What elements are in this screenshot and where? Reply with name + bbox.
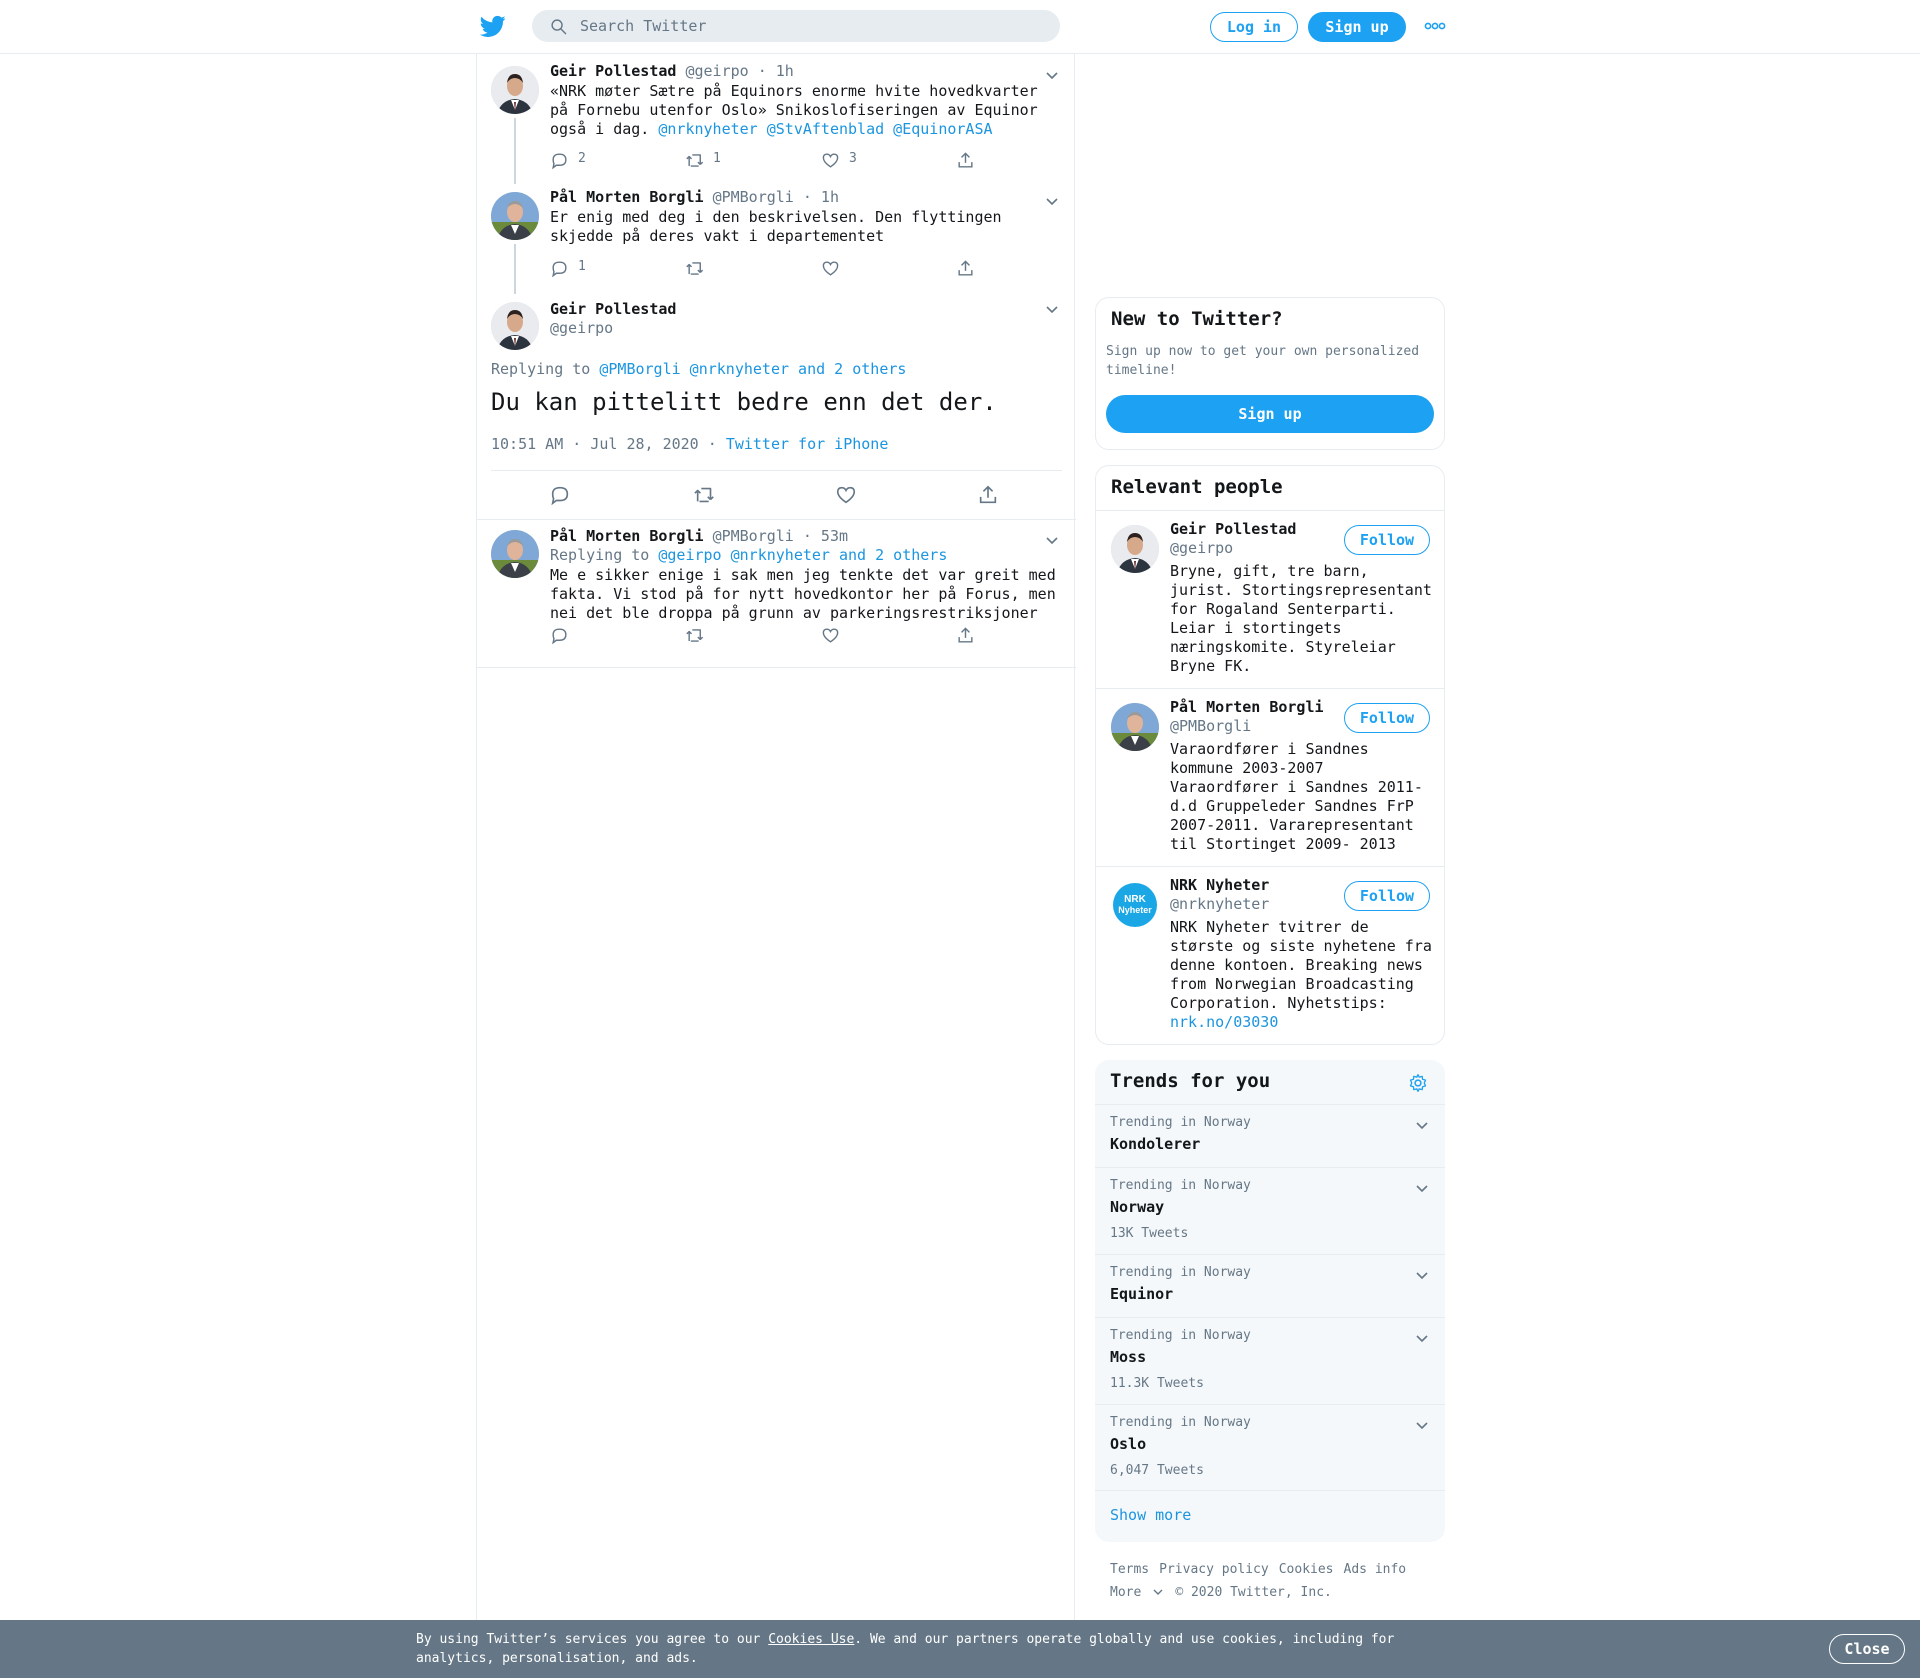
trend-count: 6,047 Tweets — [1110, 1463, 1204, 1478]
signup-button[interactable]: Sign up — [1308, 12, 1406, 42]
person-portrait-icon — [491, 530, 539, 578]
person-portrait-icon — [1111, 703, 1159, 751]
card-title: Trends for you — [1110, 1070, 1271, 1092]
tweet-text: Er enig med deg i den beskrivelsen. Den flyttingen skjedde på deres vakt i departementet — [550, 208, 1002, 245]
chevron-down-icon[interactable] — [1415, 1120, 1429, 1130]
trend-name[interactable]: Moss — [1110, 1348, 1147, 1366]
person-item[interactable] — [1096, 866, 1444, 1044]
person-name[interactable]: Pål Morten Borgli — [1170, 698, 1324, 716]
cookie-text-rest: . We and our partners operate globally and use cookies, including for analytics, personalisation, and ads. — [416, 1632, 1395, 1666]
person-name[interactable]: Geir Pollestad — [1170, 520, 1297, 538]
tweet-text: Me e sikker enige i sak men jeg tenkte det var greit med fakta. Vi stod på for nytt hovedkontor her på Forus, men nei det ble droppa på grunn av parkeringsrestriksjoner — [550, 566, 1056, 622]
avatar-nrk-nyheter[interactable] — [1111, 881, 1159, 929]
heart-icon — [821, 151, 840, 170]
avatar-pal-morten-borgli[interactable] — [491, 530, 539, 578]
heart-icon[interactable] — [835, 484, 857, 506]
terms-link[interactable]: Terms — [1110, 1562, 1150, 1577]
reply-count: 1 — [578, 259, 586, 274]
search-input[interactable] — [580, 10, 1040, 42]
chevron-down-icon[interactable] — [1415, 1270, 1429, 1280]
chevron-down-icon[interactable] — [1045, 535, 1059, 545]
person-bio: Bryne, gift, tre barn, jurist. Stortingsrepresentant for Rogaland Senterparti. Leiar i stortingets næringskomite. Styreleiar Bryne FK. — [1170, 562, 1432, 675]
privacy-link[interactable]: Privacy policy — [1159, 1562, 1269, 1577]
trend-item[interactable] — [1095, 1317, 1445, 1404]
nrk-logo-subtext: Nyheter — [1118, 905, 1152, 915]
avatar-geir-pollestad[interactable] — [491, 66, 539, 114]
chevron-down-icon[interactable] — [1045, 70, 1059, 80]
footer-links — [1110, 1558, 1440, 1604]
tweet-time[interactable]: · 1h — [802, 188, 839, 206]
ads-info-link[interactable]: Ads info — [1343, 1562, 1407, 1577]
trend-name[interactable]: Norway — [1110, 1198, 1165, 1216]
tweet-timestamp — [491, 435, 888, 453]
avatar-geir-pollestad[interactable] — [491, 302, 539, 350]
search-box[interactable] — [532, 10, 1060, 42]
thread-connector — [514, 244, 516, 294]
focused-author-name[interactable] — [550, 300, 676, 318]
card-title: Relevant people — [1111, 476, 1283, 498]
avatar-geir-pollestad[interactable] — [1111, 525, 1159, 573]
top-bar — [0, 0, 1920, 54]
twitter-bird-icon[interactable] — [479, 13, 507, 39]
person-portrait-icon — [1111, 525, 1159, 573]
replying-prefix: Replying to — [550, 546, 650, 564]
more-link[interactable] — [1110, 1585, 1163, 1600]
replying-to — [550, 546, 947, 564]
trend-context: Trending in Norway — [1110, 1115, 1251, 1130]
bio-link[interactable]: nrk.no/03030 — [1170, 1013, 1279, 1031]
trend-name[interactable]: Kondolerer — [1110, 1135, 1201, 1153]
replying-to-links[interactable]: @geirpo @nrknyheter and 2 others — [658, 546, 948, 564]
author-handle[interactable]: @geirpo — [685, 62, 749, 80]
nrk-logo-text: NRK — [1124, 894, 1146, 905]
divider — [477, 667, 1076, 668]
follow-button[interactable]: Follow — [1344, 881, 1430, 911]
retweet-count: 1 — [713, 151, 721, 166]
gear-icon[interactable] — [1408, 1073, 1428, 1093]
follow-button[interactable]: Follow — [1344, 703, 1430, 733]
chevron-down-icon[interactable] — [1045, 304, 1059, 314]
login-button[interactable]: Log in — [1210, 12, 1298, 42]
like-count: 3 — [849, 151, 857, 166]
person-bio-text: NRK Nyheter tvitrer de største og siste nyhetene fra denne kontoen. Breaking news from Norwegian Broadcasting Corporation. Nyhetstips: — [1170, 918, 1432, 1012]
main-timeline — [476, 54, 1075, 1620]
trend-item[interactable] — [1095, 1404, 1445, 1491]
show-more-link[interactable]: Show more — [1110, 1506, 1192, 1524]
relevant-people-card — [1095, 465, 1445, 1045]
timestamp-text[interactable]: 10:51 AM · Jul 28, 2020 · — [491, 435, 717, 453]
card-description: Sign up now to get your own personalized timeline! — [1106, 344, 1420, 378]
cookies-link[interactable]: Cookies — [1278, 1562, 1334, 1577]
replying-to — [491, 360, 906, 378]
reply-count: 2 — [578, 151, 586, 166]
person-bio: Varaordfører i Sandnes kommune 2003-2007 Varaordfører i Sandnes 2011-d.d Gruppeleder Sandnes FrP 2007-2011. Vararepresentant til Stortinget 2009- 2013 — [1170, 740, 1423, 853]
trend-context: Trending in Norway — [1110, 1178, 1251, 1193]
chevron-down-icon — [1153, 1588, 1163, 1596]
trend-context: Trending in Norway — [1110, 1265, 1251, 1280]
author-handle[interactable]: @PMBorgli — [712, 527, 794, 545]
author-name[interactable]: Geir Pollestad — [550, 62, 677, 80]
divider — [491, 470, 1062, 471]
trend-context: Trending in Norway — [1110, 1415, 1251, 1430]
tweet-time[interactable]: · 1h — [757, 62, 794, 80]
reply-icon — [550, 626, 569, 645]
person-handle[interactable]: @nrknyheter — [1170, 895, 1270, 913]
more-label: More — [1110, 1585, 1142, 1600]
trend-item[interactable] — [1095, 1254, 1445, 1317]
chevron-down-icon[interactable] — [1415, 1183, 1429, 1193]
author-handle[interactable]: @PMBorgli — [712, 188, 794, 206]
reply-icon — [550, 259, 569, 278]
person-portrait-icon — [491, 192, 539, 240]
person-item[interactable] — [1096, 688, 1444, 866]
trend-count: 11.3K Tweets — [1110, 1376, 1204, 1391]
tweet-actions — [550, 259, 1050, 279]
search-icon — [550, 18, 567, 35]
author-name[interactable]: Pål Morten Borgli — [550, 527, 704, 545]
retweet-icon[interactable] — [693, 484, 717, 506]
trend-count: 13K Tweets — [1110, 1226, 1189, 1241]
tweet-actions — [550, 626, 1050, 646]
person-handle[interactable]: @PMBorgli — [1170, 717, 1252, 735]
tweet-header — [550, 527, 848, 545]
tweet-actions — [550, 151, 1050, 171]
tweet-header — [550, 188, 839, 206]
avatar-pal-morten-borgli[interactable] — [491, 192, 539, 240]
cookies-use-link[interactable]: Cookies Use — [768, 1632, 855, 1647]
focused-author-handle[interactable]: @geirpo — [550, 319, 614, 337]
person-portrait-icon — [491, 302, 539, 350]
trend-item[interactable] — [1095, 1104, 1445, 1167]
replying-prefix: Replying to — [491, 360, 591, 378]
share-icon — [956, 151, 975, 170]
person-name[interactable]: NRK Nyheter — [1170, 876, 1270, 894]
tweet-time[interactable]: · 53m — [802, 527, 849, 545]
person-item[interactable] — [1096, 510, 1444, 688]
chevron-down-icon[interactable] — [1415, 1333, 1429, 1343]
chevron-down-icon[interactable] — [1415, 1420, 1429, 1430]
cookie-message — [416, 1630, 1436, 1668]
focused-tweet-actions — [477, 484, 1076, 508]
trend-name[interactable]: Equinor — [1110, 1285, 1174, 1303]
tweet-mentions[interactable]: @nrknyheter @StvAftenblad @EquinorASA — [658, 120, 993, 138]
person-handle[interactable]: @geirpo — [1170, 539, 1234, 557]
share-icon[interactable] — [977, 484, 999, 506]
trend-name[interactable]: Oslo — [1110, 1435, 1147, 1453]
close-cookie-button[interactable]: Close — [1829, 1634, 1905, 1664]
chevron-down-icon[interactable] — [1045, 196, 1059, 206]
follow-button[interactable]: Follow — [1344, 525, 1430, 555]
trends-card — [1095, 1060, 1445, 1542]
retweet-icon — [685, 259, 706, 278]
card-title: New to Twitter? — [1111, 308, 1283, 330]
more-options-icon[interactable] — [1424, 20, 1446, 32]
heart-icon — [821, 259, 840, 278]
new-to-twitter-card — [1095, 297, 1445, 450]
reply-icon — [550, 151, 569, 170]
cookie-banner — [0, 1620, 1920, 1678]
focused-tweet-text: Du kan pittelitt bedre enn det der. — [491, 388, 997, 416]
thread-tweet-1[interactable] — [477, 54, 1076, 184]
tweet-header — [550, 62, 794, 80]
trend-item[interactable] — [1095, 1167, 1445, 1254]
author-name[interactable]: Pål Morten Borgli — [550, 188, 704, 206]
replying-to-links[interactable]: @PMBorgli @nrknyheter and 2 others — [599, 360, 907, 378]
avatar-pal-morten-borgli[interactable] — [1111, 703, 1159, 751]
tweet-text — [550, 82, 1060, 139]
client-link[interactable]: Twitter for iPhone — [725, 435, 889, 453]
person-portrait-icon — [491, 66, 539, 114]
trend-context: Trending in Norway — [1110, 1328, 1251, 1343]
cookie-text: By using Twitter’s services you agree to our — [416, 1632, 761, 1647]
heart-icon — [821, 626, 840, 645]
reply-tweet[interactable] — [477, 520, 1076, 668]
thread-tweet-2[interactable] — [477, 184, 1076, 294]
retweet-icon — [685, 626, 706, 645]
retweet-icon — [685, 151, 706, 170]
person-bio — [1170, 918, 1435, 1032]
share-icon — [956, 259, 975, 278]
author-name[interactable]: Geir Pollestad — [550, 300, 677, 318]
share-icon — [956, 626, 975, 645]
tweet-body: «NRK møter Sætre på Equinors enorme hvite hovedkvarter på Fornebu utenfor Oslo» Snikoslofiseringen av Equinor også i dag. — [550, 82, 1038, 138]
reply-icon[interactable] — [549, 484, 571, 506]
copyright: © 2020 Twitter, Inc. — [1175, 1585, 1332, 1600]
sidebar-signup-button[interactable]: Sign up — [1106, 395, 1434, 433]
thread-connector — [514, 118, 516, 184]
